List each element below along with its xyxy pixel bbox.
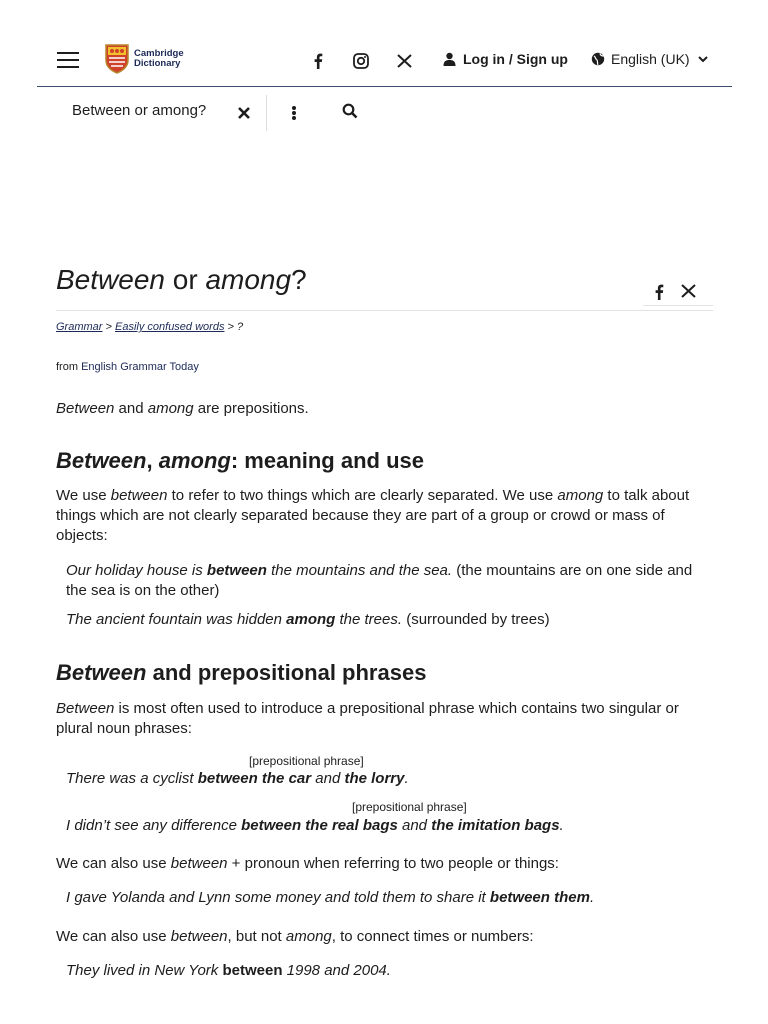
title-question-mark: ? xyxy=(291,264,307,295)
language-label: English (UK) xyxy=(611,51,690,67)
ex-text: . xyxy=(589,889,595,906)
source-line xyxy=(56,361,199,373)
annotation-label: [prepositional phrase] xyxy=(352,800,467,814)
ex-keyword: the lorry xyxy=(344,770,405,787)
page-title-row xyxy=(56,262,713,311)
ex-text: . xyxy=(404,770,409,787)
breadcrumb-easily-confused-words[interactable]: Easily confused words xyxy=(115,321,225,333)
example-sentence xyxy=(66,888,706,908)
share-x-icon[interactable] xyxy=(681,284,697,300)
ex-text: and xyxy=(311,770,345,787)
heading-between: Between xyxy=(56,448,147,473)
section2-paragraph-times xyxy=(56,927,713,947)
logo-line-1: Cambridge xyxy=(134,48,184,59)
ex-text: the trees. xyxy=(335,611,403,628)
cambridge-logo[interactable] xyxy=(105,44,184,74)
share-facebook-icon[interactable] xyxy=(651,284,667,300)
login-signup-button[interactable] xyxy=(443,51,568,67)
ex-text: There was a cyclist xyxy=(66,770,198,787)
heading-rest: and prepositional phrases xyxy=(146,660,427,685)
ex-gloss: (the mountains are on one side and the sea is on the other) xyxy=(66,562,693,599)
globe-icon xyxy=(591,52,605,66)
ex-keyword: among xyxy=(286,611,336,628)
example-sentence xyxy=(66,816,706,836)
s1-among: among xyxy=(557,487,604,504)
language-selector[interactable] xyxy=(591,51,708,67)
s2-between: Between xyxy=(56,700,115,717)
intro-between: Between xyxy=(56,400,115,417)
ex-text: 1998 and 2004. xyxy=(282,962,391,979)
section-heading-prepositional-phrases xyxy=(56,660,426,686)
p3-text-e: , to connect times or numbers: xyxy=(331,928,534,945)
example-sentence xyxy=(66,610,706,630)
s2-text: is most often used to introduce a prepositional phrase which contains two singular or plural noun phrases: xyxy=(56,700,679,737)
heading-sep: , xyxy=(146,448,159,473)
breadcrumb-grammar[interactable]: Grammar xyxy=(56,321,103,333)
ex-keyword: between the car xyxy=(197,770,312,787)
breadcrumb-current: > ? xyxy=(224,321,244,333)
title-word-between: Between xyxy=(56,264,165,295)
ex-text: the mountains and the sea. xyxy=(266,562,453,579)
title-word-among: among xyxy=(205,264,292,295)
ex-keyword: between the real bags xyxy=(241,817,398,834)
user-icon xyxy=(443,52,456,66)
section2-paragraph xyxy=(56,699,713,739)
search-input[interactable] xyxy=(72,102,222,119)
annotation-label: [prepositional phrase] xyxy=(249,754,364,768)
page-title xyxy=(56,262,713,298)
instagram-icon[interactable] xyxy=(352,52,370,70)
title-or: or xyxy=(164,264,206,295)
heading-between: Between xyxy=(56,660,147,685)
s1-between: between xyxy=(110,487,168,504)
example-sentence xyxy=(66,961,706,981)
ex-gloss: (surrounded by trees) xyxy=(402,611,550,628)
breadcrumb xyxy=(56,321,243,333)
ex-text: . xyxy=(559,817,564,834)
ex-keyword: between xyxy=(222,962,283,979)
intro-paragraph xyxy=(56,399,713,419)
ex-text: Our holiday house is xyxy=(66,562,207,579)
ex-text: and xyxy=(397,817,432,834)
share-buttons xyxy=(643,282,713,306)
s1-text-c: to refer to two things which are clearly separated. We use xyxy=(167,487,558,504)
intro-text-1: and xyxy=(114,400,148,417)
p2-text-c: + pronoun when referring to two people or things: xyxy=(227,855,559,872)
p3-among: among xyxy=(285,928,332,945)
heading-rest: : meaning and use xyxy=(230,448,424,473)
login-label: Log in / Sign up xyxy=(463,51,568,67)
p3-text-a: We can also use xyxy=(56,928,171,945)
ex-text: They lived in New York xyxy=(66,962,223,979)
intro-among: among xyxy=(147,400,194,417)
search-icon[interactable] xyxy=(342,103,358,119)
site-header xyxy=(37,0,732,87)
menu-icon[interactable] xyxy=(57,52,79,68)
source-prefix: from xyxy=(56,361,82,373)
more-options-icon[interactable] xyxy=(290,104,298,122)
p3-between: between xyxy=(170,928,228,945)
logo-line-2: Dictionary xyxy=(134,58,181,69)
search-divider xyxy=(266,95,267,131)
s1-text-a: We use xyxy=(56,487,111,504)
ex-text: I gave Yolanda and Lynn some money and told them to share it xyxy=(66,889,490,906)
ex-keyword: between them xyxy=(489,889,590,906)
ex-keyword: the imitation bags xyxy=(431,817,560,834)
cambridge-shield-icon xyxy=(105,44,129,74)
s1-text-e: to talk about things which are not clearly separated because they are part of a group or crowd or mass of objects: xyxy=(56,487,690,544)
breadcrumb-separator: > xyxy=(102,321,115,333)
p3-text-c: , but not xyxy=(227,928,286,945)
source-link[interactable]: English Grammar Today xyxy=(81,361,199,373)
section1-paragraph xyxy=(56,486,713,546)
section-heading-meaning-use xyxy=(56,448,424,474)
x-twitter-icon[interactable] xyxy=(395,52,413,70)
ex-text: The ancient fountain was hidden xyxy=(66,611,287,628)
ex-keyword: between xyxy=(206,562,267,579)
chevron-down-icon xyxy=(698,56,708,63)
intro-text-2: are prepositions. xyxy=(193,400,309,417)
p2-between: between xyxy=(170,855,228,872)
search-bar xyxy=(37,88,732,138)
example-sentence xyxy=(66,769,706,789)
heading-among: among xyxy=(158,448,231,473)
example-sentence xyxy=(66,561,706,601)
section2-paragraph-pronoun xyxy=(56,854,713,874)
clear-search-icon[interactable] xyxy=(237,106,251,120)
facebook-icon[interactable] xyxy=(309,52,327,70)
p2-text-a: We can also use xyxy=(56,855,171,872)
ex-text: I didn’t see any difference xyxy=(66,817,242,834)
